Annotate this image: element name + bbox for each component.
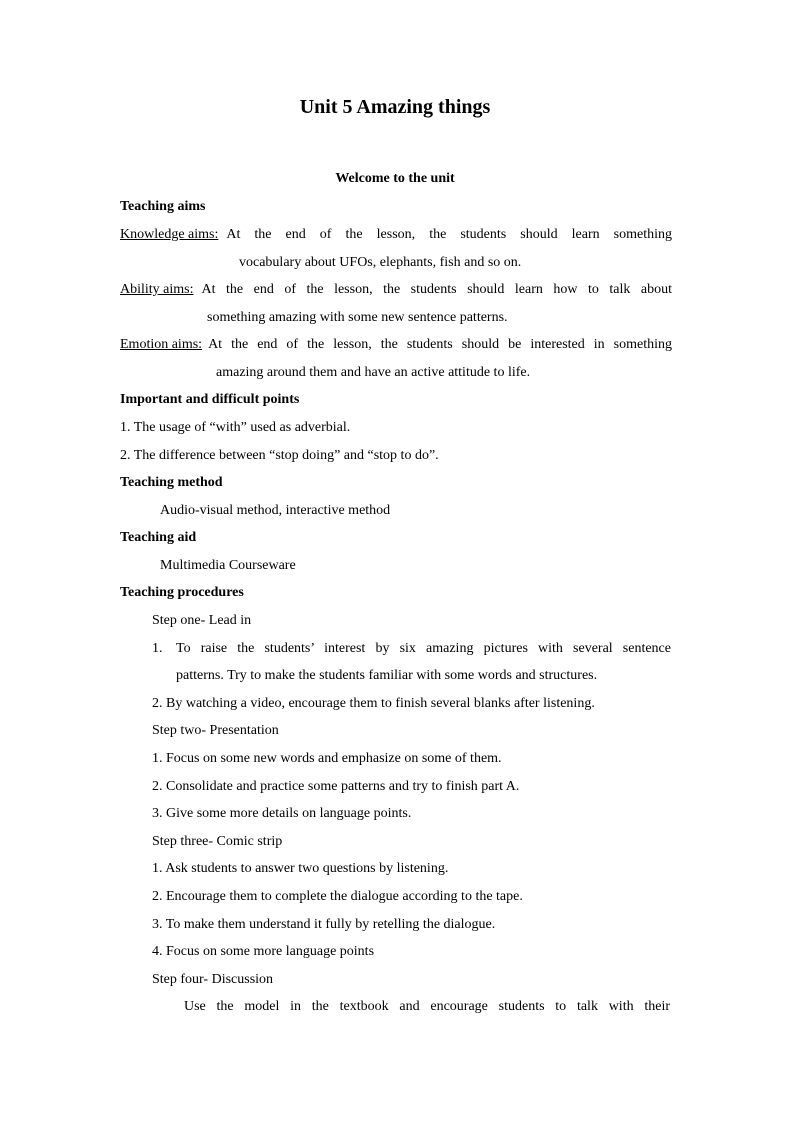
step-three-title: Step three- Comic strip — [152, 834, 283, 849]
step-one-item-2: 2. By watching a video, encourage them to finish several blanks after listening. — [152, 696, 595, 711]
procedures-heading: Teaching procedures — [120, 585, 244, 600]
emotion-aims-line — [120, 336, 672, 354]
ability-aims-line — [120, 281, 672, 299]
method-text: Audio-visual method, interactive method — [160, 503, 391, 518]
page-title: Unit 5 Amazing things — [299, 96, 491, 118]
points-item-1: 1. The usage of “with” used as adverbial. — [120, 420, 351, 435]
section-subtitle: Welcome to the unit — [335, 171, 455, 186]
step-three-item-2: 2. Encourage them to complete the dialogue according to the tape. — [152, 889, 523, 904]
ability-aims-text: At the end of the lesson, the students should learn how to talk about — [201, 282, 672, 297]
step-two-item-3: 3. Give some more details on language points. — [152, 806, 412, 821]
step-three-item-3: 3. To make them understand it fully by retelling the dialogue. — [152, 917, 496, 932]
points-heading: Important and difficult points — [120, 392, 300, 407]
emotion-aims-text-cont: amazing around them and have an active attitude to life. — [216, 365, 531, 380]
step-two-item-2: 2. Consolidate and practice some patterns and try to finish part A. — [152, 779, 520, 794]
step-one-item-1-text-cont: patterns. Try to make the students familiar with some words and structures. — [176, 668, 598, 683]
step-three-item-4: 4. Focus on some more language points — [152, 944, 375, 959]
step-two-title: Step two- Presentation — [152, 723, 279, 738]
method-heading: Teaching method — [120, 475, 223, 490]
knowledge-aims-label: Knowledge aims: — [120, 227, 219, 242]
step-one-item-1 — [152, 640, 671, 658]
knowledge-aims-line — [120, 226, 672, 244]
step-two-item-1: 1. Focus on some new words and emphasize on some of them. — [152, 751, 502, 766]
points-item-2: 2. The difference between “stop doing” and “stop to do”. — [120, 448, 439, 463]
knowledge-aims-text-cont: vocabulary about UFOs, elephants, fish and so on. — [239, 255, 522, 270]
aid-heading: Teaching aid — [120, 530, 197, 545]
emotion-aims-label: Emotion aims: — [120, 337, 203, 352]
aid-text: Multimedia Courseware — [160, 558, 296, 573]
ability-aims-label: Ability aims: — [120, 282, 194, 297]
step-four-text: Use the model in the textbook and encourage students to talk with their — [184, 999, 670, 1014]
step-three-item-1: 1. Ask students to answer two questions by listening. — [152, 861, 449, 876]
step-one-title: Step one- Lead in — [152, 613, 252, 628]
step-one-item-1-number: 1. — [152, 641, 163, 656]
knowledge-aims-text: At the end of the lesson, the students should learn something — [226, 227, 672, 242]
step-one-item-1-text: To raise the students’ interest by six amazing pictures with several sentence — [176, 641, 671, 656]
teaching-aims-heading: Teaching aims — [120, 199, 206, 214]
emotion-aims-text: At the end of the lesson, the students should be interested in something — [208, 337, 672, 352]
ability-aims-text-cont: something amazing with some new sentence patterns. — [207, 310, 508, 325]
step-four-title: Step four- Discussion — [152, 972, 274, 987]
